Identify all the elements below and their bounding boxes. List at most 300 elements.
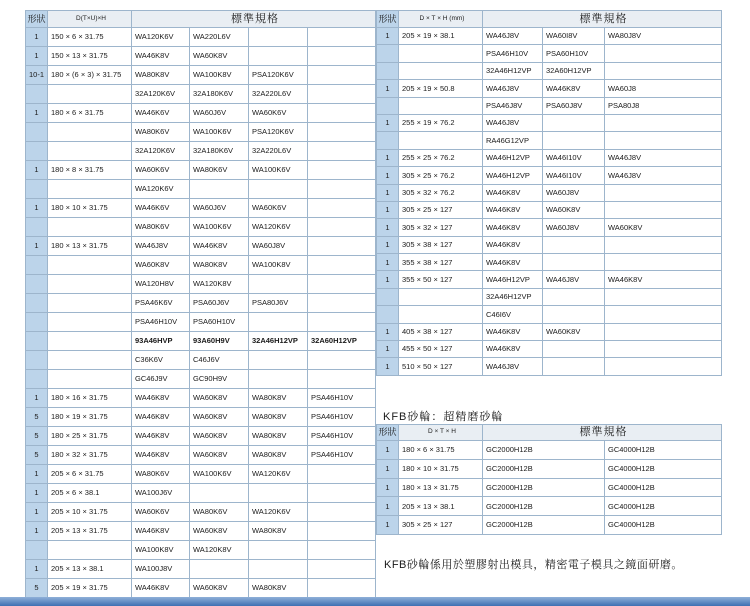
spec-cell: 93A46HVP (132, 332, 190, 351)
shape-cell: 1 (26, 28, 48, 47)
shape-cell (26, 275, 48, 294)
spec-cell: WA120K6V (249, 465, 308, 484)
shape-cell: 1 (377, 497, 399, 516)
shape-cell: 1 (377, 28, 399, 45)
spec-cell: GC4000H12B (605, 497, 722, 516)
spec-cell (308, 313, 376, 332)
spec-cell: 32A60H12VP (543, 62, 605, 79)
spec-cell (605, 45, 722, 62)
dimension-cell: 205 × 13 × 38.1 (48, 560, 132, 579)
dimension-cell (48, 275, 132, 294)
spec-cell: PSA46H10V (483, 45, 543, 62)
dimension-cell (48, 123, 132, 142)
dimension-cell: 150 × 13 × 31.75 (48, 47, 132, 66)
dimension-cell (48, 351, 132, 370)
shape-cell (377, 132, 399, 149)
table-row (26, 47, 376, 66)
spec-cell: 32A46H12VP (249, 332, 308, 351)
shape-cell: 1 (377, 323, 399, 340)
spec-cell: WA120K6V (132, 180, 190, 199)
dimension-cell: 205 × 6 × 31.75 (48, 465, 132, 484)
spec-cell: RA46G12VP (483, 132, 543, 149)
dimension-cell: 305 × 25 × 76.2 (399, 167, 483, 184)
dimension-cell (48, 85, 132, 104)
spec-cell: PSA60H10V (543, 45, 605, 62)
spec-cell (308, 66, 376, 85)
dimension-cell: 180 × 16 × 31.75 (48, 389, 132, 408)
spec-cell: GC2000H12B (483, 478, 605, 497)
table-row (377, 80, 722, 97)
dimension-cell (399, 306, 483, 323)
spec-cell: 32A220L6V (249, 142, 308, 161)
dimension-cell: 205 × 19 × 31.75 (48, 579, 132, 598)
shape-header: 形狀 (377, 11, 399, 28)
table-row (26, 66, 376, 85)
shape-header: 形狀 (26, 11, 48, 28)
table-row (377, 114, 722, 131)
shape-cell (26, 218, 48, 237)
spec-cell: 32A46H12VP (483, 288, 543, 305)
shape-cell (26, 85, 48, 104)
spec-cell (308, 370, 376, 389)
spec-cell: PSA60J6V (190, 294, 249, 313)
table-row (377, 288, 722, 305)
table-row (26, 579, 376, 598)
dims-header: D × T × H (399, 425, 483, 441)
spec-cell: WA46J8V (605, 149, 722, 166)
spec-cell: WA80K8V (190, 256, 249, 275)
dimension-cell: 180 × 6 × 31.75 (48, 104, 132, 123)
spec-cell: 32A180K6V (190, 85, 249, 104)
kfb-section-title: KFB砂輪：超精磨砂輪 (383, 411, 504, 423)
shape-cell (26, 541, 48, 560)
spec-cell: WA46H12VP (483, 167, 543, 184)
table-row (377, 254, 722, 271)
dimension-cell (48, 541, 132, 560)
table-row (26, 85, 376, 104)
shape-cell: 1 (26, 389, 48, 408)
spec-cell (190, 180, 249, 199)
shape-cell: 1 (377, 254, 399, 271)
spec-cell: PSA46H10V (308, 446, 376, 465)
spec-cell (308, 503, 376, 522)
spec-cell: WA46K6V (132, 104, 190, 123)
spec-cell (249, 370, 308, 389)
table-row (26, 28, 376, 47)
spec-cell: WA46K8V (483, 341, 543, 358)
dimension-cell: 305 × 38 × 127 (399, 236, 483, 253)
spec-cell: GC2000H12B (483, 459, 605, 478)
spec-cell (308, 199, 376, 218)
spec-cell: WA46K8V (132, 389, 190, 408)
spec-cell: PSA80J8 (605, 97, 722, 114)
spec-cell (605, 323, 722, 340)
spec-cell: WA46K8V (132, 408, 190, 427)
shape-cell: 1 (377, 236, 399, 253)
spec-cell (308, 256, 376, 275)
shape-cell: 1 (26, 522, 48, 541)
shape-cell: 1 (377, 80, 399, 97)
spec-cell: 32A120K6V (132, 142, 190, 161)
spec-cell (543, 114, 605, 131)
dimension-cell (399, 45, 483, 62)
spec-cell: WA80K6V (132, 123, 190, 142)
left-spec-table (25, 10, 376, 598)
spec-cell: WA60K8V (543, 323, 605, 340)
spec-cell: WA60K6V (132, 161, 190, 180)
spec-cell: WA60K8V (543, 201, 605, 218)
spec-cell (605, 306, 722, 323)
table-row (26, 389, 376, 408)
spec-cell: WA80K8V (249, 579, 308, 598)
shape-cell: 5 (26, 408, 48, 427)
spec-cell (543, 341, 605, 358)
spec-cell: C46J6V (190, 351, 249, 370)
dimension-cell (48, 294, 132, 313)
table-row (377, 306, 722, 323)
spec-cell: WA80K6V (132, 465, 190, 484)
spec-cell: WA46K8V (132, 522, 190, 541)
spec-cell (308, 85, 376, 104)
spec-cell: WA60J8V (249, 237, 308, 256)
spec-header: 標準規格 (483, 11, 722, 28)
table-row (377, 459, 722, 478)
dimension-cell (48, 256, 132, 275)
table-row (26, 484, 376, 503)
table-row (377, 236, 722, 253)
spec-cell (605, 341, 722, 358)
spec-cell (308, 294, 376, 313)
spec-cell: WA60K8V (190, 427, 249, 446)
right-header-row (377, 11, 722, 28)
spec-cell (308, 180, 376, 199)
shape-cell (26, 332, 48, 351)
shape-cell (377, 62, 399, 79)
table-row (377, 441, 722, 460)
spec-cell (543, 236, 605, 253)
dimension-cell: 180 × (6 × 3) × 31.75 (48, 66, 132, 85)
dimension-cell (48, 180, 132, 199)
table-row (377, 132, 722, 149)
dimension-cell (48, 332, 132, 351)
spec-cell: WA80K6V (132, 218, 190, 237)
dimension-cell: 205 × 19 × 38.1 (399, 28, 483, 45)
shape-cell (26, 370, 48, 389)
shape-cell: 1 (26, 161, 48, 180)
shape-cell (26, 351, 48, 370)
dimension-cell: 255 × 19 × 76.2 (399, 114, 483, 131)
kfb-usage-note: KFB砂輪係用於塑膠射出模具，精密電子模具之鏡面研磨。 (384, 559, 683, 571)
shape-cell: 1 (377, 219, 399, 236)
spec-cell (308, 28, 376, 47)
spec-cell: WA46J8V (483, 28, 543, 45)
table-row (26, 104, 376, 123)
spec-cell (308, 465, 376, 484)
spec-cell: WA60K6V (249, 104, 308, 123)
spec-cell (605, 201, 722, 218)
table-row (26, 427, 376, 446)
spec-cell: PSA60H10V (190, 313, 249, 332)
spec-cell (308, 47, 376, 66)
spec-cell (308, 579, 376, 598)
spec-cell: WA100K8V (190, 66, 249, 85)
spec-cell (308, 104, 376, 123)
table-row (377, 271, 722, 288)
spec-cell: C46I6V (483, 306, 543, 323)
dimension-cell (48, 370, 132, 389)
spec-cell (605, 114, 722, 131)
shape-cell: 1 (26, 560, 48, 579)
shape-cell (26, 294, 48, 313)
shape-cell: 1 (377, 201, 399, 218)
spec-cell (308, 218, 376, 237)
spec-cell: WA60J8V (543, 219, 605, 236)
spec-cell: WA120K6V (132, 28, 190, 47)
spec-cell (249, 560, 308, 579)
dims-header: D(T×U)×H (48, 11, 132, 28)
spec-cell: WA60K8V (190, 446, 249, 465)
table-row (26, 370, 376, 389)
spec-cell: WA46K8V (483, 236, 543, 253)
dimension-cell: 255 × 25 × 76.2 (399, 149, 483, 166)
shape-cell: 1 (377, 271, 399, 288)
table-row (26, 446, 376, 465)
spec-cell: WA46J8V (483, 80, 543, 97)
shape-cell (26, 313, 48, 332)
spec-cell: WA100K6V (190, 218, 249, 237)
spec-cell: WA46J8V (483, 114, 543, 131)
shape-cell: 1 (377, 341, 399, 358)
dimension-cell: 405 × 38 × 127 (399, 323, 483, 340)
table-row (26, 161, 376, 180)
kfb-spec-table (376, 424, 722, 535)
spec-cell (605, 358, 722, 375)
dimension-cell: 180 × 19 × 31.75 (48, 408, 132, 427)
spec-cell (249, 47, 308, 66)
shape-cell: 1 (26, 503, 48, 522)
spec-cell: WA80K8V (132, 66, 190, 85)
shape-cell: 1 (26, 104, 48, 123)
table-row (377, 478, 722, 497)
spec-cell (190, 484, 249, 503)
spec-cell: WA80K8V (249, 408, 308, 427)
spec-cell: WA120K8V (190, 275, 249, 294)
spec-cell (308, 123, 376, 142)
table-row (377, 28, 722, 45)
spec-cell (249, 541, 308, 560)
table-row (377, 516, 722, 535)
spec-cell (308, 237, 376, 256)
spec-cell: WA60K8V (190, 408, 249, 427)
spec-cell (249, 484, 308, 503)
dimension-cell: 205 × 13 × 31.75 (48, 522, 132, 541)
spec-cell: WA80K8V (249, 446, 308, 465)
dimension-cell: 305 × 25 × 127 (399, 201, 483, 218)
spec-cell: GC4000H12B (605, 478, 722, 497)
spec-cell: WA80J8V (605, 28, 722, 45)
spec-cell (190, 560, 249, 579)
shape-cell (26, 256, 48, 275)
dimension-cell: 180 × 6 × 31.75 (399, 441, 483, 460)
spec-cell: WA100J6V (132, 484, 190, 503)
dimension-cell: 205 × 6 × 38.1 (48, 484, 132, 503)
spec-cell: WA46K6V (132, 199, 190, 218)
spec-cell (308, 142, 376, 161)
spec-cell: WA100K8V (249, 256, 308, 275)
spec-cell: WA46K8V (132, 427, 190, 446)
dimension-cell (399, 132, 483, 149)
spec-cell: WA80K6V (190, 503, 249, 522)
spec-cell: WA120K6V (249, 218, 308, 237)
shape-cell (377, 288, 399, 305)
shape-cell: 1 (377, 516, 399, 535)
table-row (377, 184, 722, 201)
shape-cell: 1 (26, 47, 48, 66)
spec-cell: WA60K8V (190, 47, 249, 66)
spec-cell: WA80K8V (249, 522, 308, 541)
table-row (377, 62, 722, 79)
dimension-cell: 305 × 32 × 76.2 (399, 184, 483, 201)
table-row (26, 180, 376, 199)
page-bottom-band (0, 597, 750, 606)
spec-cell: WA100J8V (132, 560, 190, 579)
spec-cell (308, 161, 376, 180)
dimension-cell: 180 × 13 × 31.75 (399, 478, 483, 497)
shape-header: 形狀 (377, 425, 399, 441)
spec-cell: WA46K8V (605, 271, 722, 288)
spec-cell: PSA46H10V (308, 389, 376, 408)
spec-cell: PSA46J8V (483, 97, 543, 114)
spec-cell: WA120K6V (249, 503, 308, 522)
spec-cell: WA100K6V (249, 161, 308, 180)
spec-cell (605, 184, 722, 201)
spec-cell (249, 351, 308, 370)
spec-cell: GC2000H12B (483, 516, 605, 535)
spec-cell: WA80K8V (249, 389, 308, 408)
shape-cell: 1 (377, 459, 399, 478)
dims-header: D × T × H (mm) (399, 11, 483, 28)
shape-cell: 1 (377, 441, 399, 460)
spec-cell: GC4000H12B (605, 516, 722, 535)
table-row (26, 123, 376, 142)
spec-cell: PSA60J8V (543, 97, 605, 114)
dimension-cell: 180 × 32 × 31.75 (48, 446, 132, 465)
spec-cell (543, 306, 605, 323)
dimension-cell: 455 × 50 × 127 (399, 341, 483, 358)
spec-cell: WA100K6V (190, 465, 249, 484)
spec-cell: PSA46H10V (132, 313, 190, 332)
spec-cell: WA46H12VP (483, 271, 543, 288)
spec-cell: WA46K8V (190, 237, 249, 256)
spec-cell: WA60K8V (190, 579, 249, 598)
dimension-cell: 150 × 6 × 31.75 (48, 28, 132, 47)
dimension-cell (399, 288, 483, 305)
spec-cell (308, 560, 376, 579)
spec-cell: WA46J8V (543, 271, 605, 288)
spec-cell: WA46K8V (132, 47, 190, 66)
spec-cell (308, 351, 376, 370)
spec-cell: GC90H9V (190, 370, 249, 389)
spec-cell: WA60K8V (190, 522, 249, 541)
spec-cell (605, 62, 722, 79)
table-row (377, 45, 722, 62)
dimension-cell (399, 62, 483, 79)
table-row (377, 219, 722, 236)
table-row (26, 541, 376, 560)
spec-cell (249, 275, 308, 294)
spec-cell (605, 254, 722, 271)
spec-cell (249, 180, 308, 199)
table-row (26, 218, 376, 237)
spec-cell: WA46K8V (132, 579, 190, 598)
shape-cell: 1 (26, 199, 48, 218)
spec-cell: 32A120K6V (132, 85, 190, 104)
spec-cell: WA46K8V (483, 323, 543, 340)
shape-cell: 1 (26, 484, 48, 503)
spec-header: 標準規格 (483, 425, 722, 441)
spec-cell: WA46H12VP (483, 149, 543, 166)
table-row (26, 522, 376, 541)
shape-cell: 1 (26, 237, 48, 256)
spec-cell: WA46K8V (132, 446, 190, 465)
kfb-header-row (377, 425, 722, 441)
spec-cell: WA60I8V (543, 28, 605, 45)
spec-cell: WA80K6V (190, 161, 249, 180)
spec-cell: WA60K8V (605, 219, 722, 236)
shape-cell (26, 180, 48, 199)
shape-cell (377, 97, 399, 114)
table-row (26, 237, 376, 256)
table-row (26, 408, 376, 427)
spec-cell: WA60J6V (190, 104, 249, 123)
spec-cell: GC46J9V (132, 370, 190, 389)
spec-cell: GC4000H12B (605, 441, 722, 460)
dimension-cell: 355 × 50 × 127 (399, 271, 483, 288)
dimension-cell (48, 313, 132, 332)
spec-cell: WA220L6V (190, 28, 249, 47)
spec-cell: WA46K8V (543, 80, 605, 97)
shape-cell: 5 (26, 446, 48, 465)
spec-cell (249, 313, 308, 332)
spec-cell: WA60K6V (132, 503, 190, 522)
dimension-cell: 180 × 13 × 31.75 (48, 237, 132, 256)
spec-cell: 93A60H9V (190, 332, 249, 351)
spec-cell: PSA120K6V (249, 123, 308, 142)
left-header-row (26, 11, 376, 28)
shape-cell: 1 (377, 358, 399, 375)
spec-cell: GC4000H12B (605, 459, 722, 478)
dimension-cell: 205 × 13 × 38.1 (399, 497, 483, 516)
dimension-cell: 305 × 32 × 127 (399, 219, 483, 236)
shape-cell: 1 (377, 149, 399, 166)
spec-cell (605, 236, 722, 253)
right-spec-table (376, 10, 722, 376)
spec-cell: WA60J8V (543, 184, 605, 201)
spec-cell: WA46K8V (483, 254, 543, 271)
table-row (26, 142, 376, 161)
shape-cell (26, 142, 48, 161)
dimension-cell: 305 × 25 × 127 (399, 516, 483, 535)
dimension-cell (48, 218, 132, 237)
table-row (377, 358, 722, 375)
spec-cell: WA100K8V (132, 541, 190, 560)
table-row (377, 497, 722, 516)
spec-cell (308, 275, 376, 294)
dimension-cell: 180 × 10 × 31.75 (48, 199, 132, 218)
spec-cell: GC2000H12B (483, 497, 605, 516)
spec-cell (308, 541, 376, 560)
table-row (26, 503, 376, 522)
